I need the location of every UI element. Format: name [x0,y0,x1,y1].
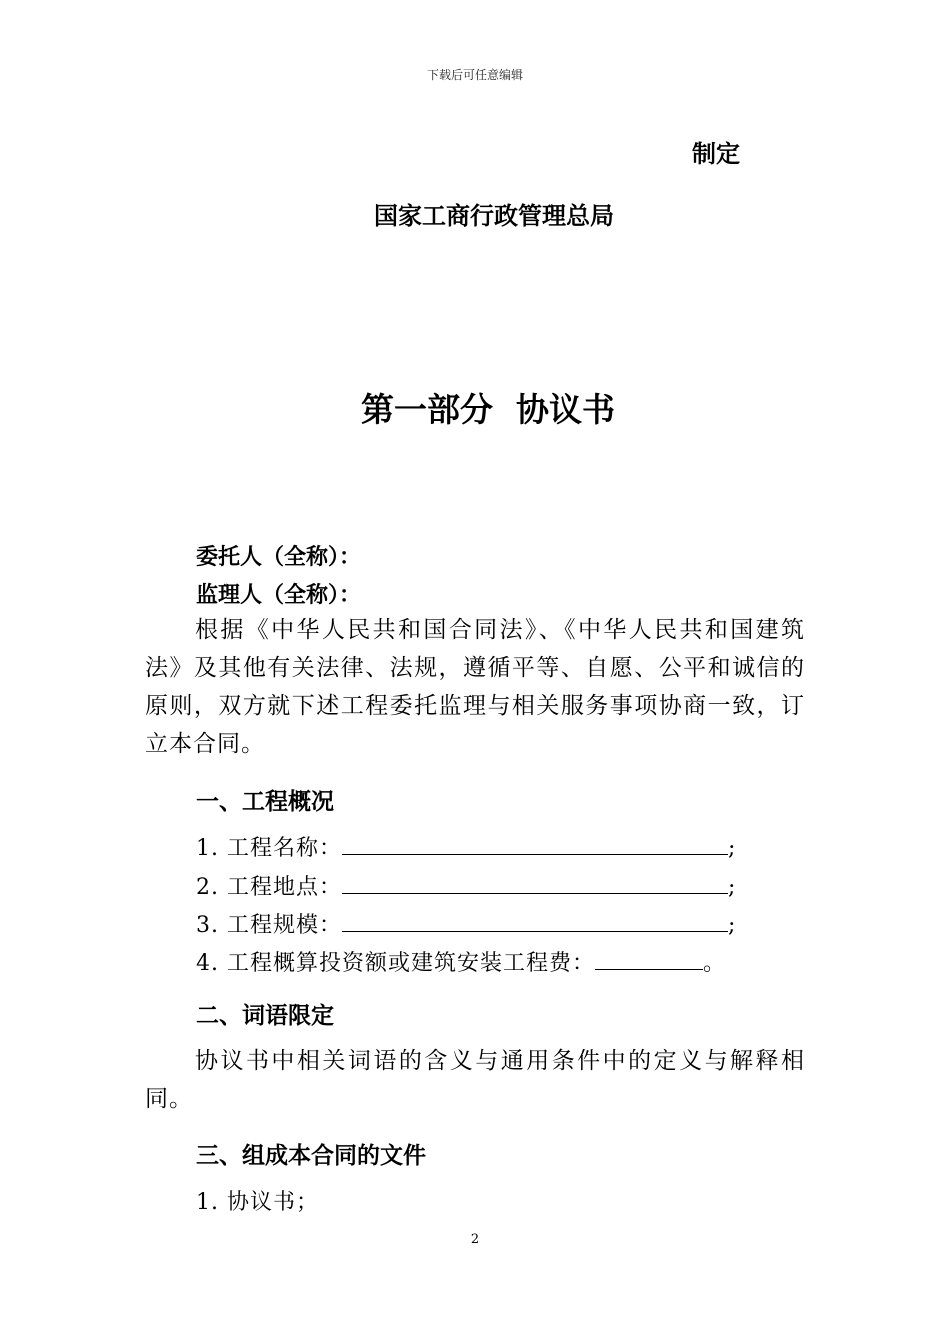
item-label: 4. 工程概算投资额或建筑安装工程费： [196,951,595,976]
issuing-agency: 国家工商行政管理总局 [374,202,614,230]
item-project-name: 1. 工程名称： ; [196,836,737,861]
item-label: 1. 工程名称： [196,836,342,861]
item-label: 3. 工程规模： [196,913,342,938]
section2-paragraph: 协议书中相关词语的含义与通用条件中的定义与解释相同。 [145,1048,805,1112]
item-project-location: 2. 工程地点： ; [196,875,737,900]
page-number: 2 [470,1232,480,1247]
part-title: 第一部分 协议书 [361,390,615,429]
supervisor-label: 监理人（全称）： [196,583,362,608]
section2-heading: 二、词语限定 [196,1003,334,1029]
section3-item: 1. 协议书； [196,1190,319,1215]
fill-blank[interactable] [342,875,728,894]
section3-heading: 三、组成本合同的文件 [196,1143,426,1169]
fill-blank[interactable] [342,913,728,932]
item-project-cost: 4. 工程概算投资额或建筑安装工程费： 。 [196,951,727,976]
section1-heading: 一、工程概况 [196,789,334,815]
item-project-scale: 3. 工程规模： ; [196,913,737,938]
page-header-watermark: 下载后可任意编辑 [426,68,523,82]
fill-blank[interactable] [342,836,728,855]
intro-paragraph: 根据《中华人民共和国合同法》、《中华人民共和国建筑法》及其他有关法律、法规，遵循平等、自愿、公平和诚信的原则，双方就下述工程委托监理与相关服务事项协商一致，订立本合同。 [145,617,805,757]
zhiding-text: 制定 [692,140,740,168]
item-label: 2. 工程地点： [196,875,342,900]
fill-blank[interactable] [595,951,703,970]
client-label: 委托人（全称）： [196,545,362,570]
